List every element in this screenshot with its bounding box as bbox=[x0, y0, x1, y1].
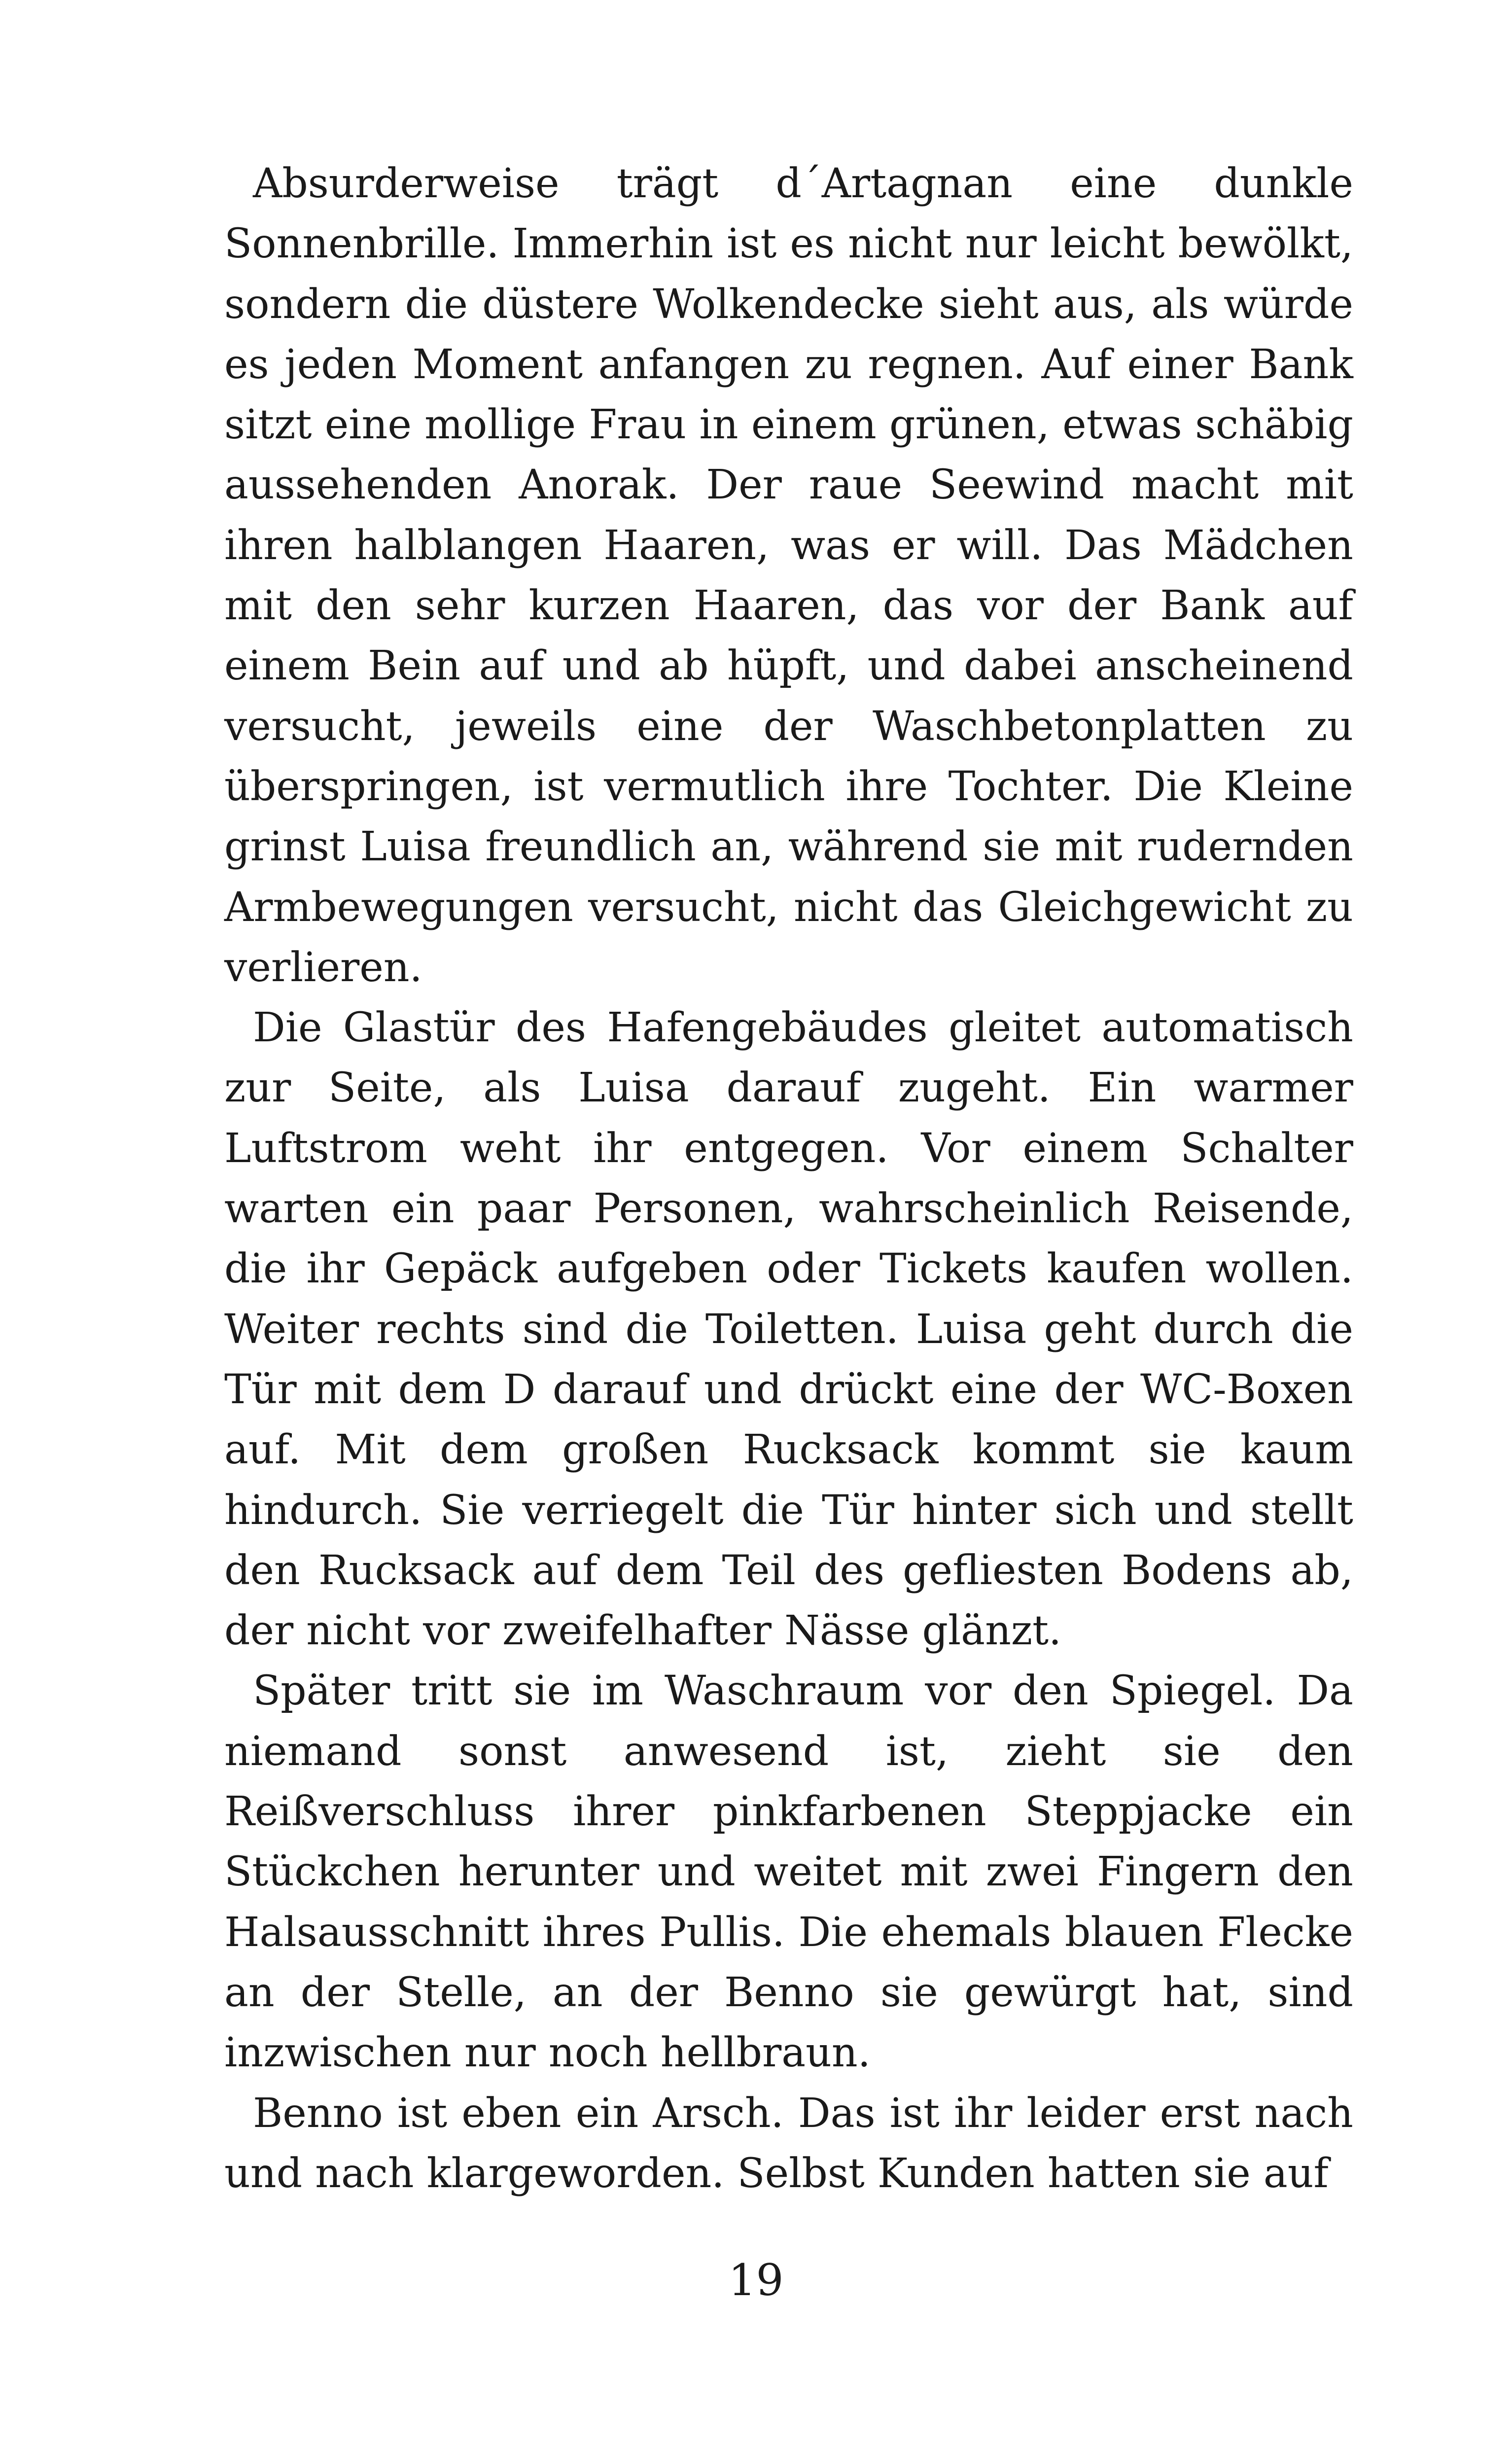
paragraph-4: Benno ist eben ein Arsch. Das ist ihr leider erst nach und nach klargeworden. Selbst Kunden hatten sie auf bbox=[224, 2090, 1353, 2197]
paragraph-1: Absurderweise trägt d´Artagnan eine dunkle Sonnenbrille. Immerhin ist es nicht nur leicht bewölkt, sondern die düstere Wolkendecke sieht aus, als würde es jeden Moment anfangen zu regnen. Auf einer Bank sitzt eine mollige Frau in einem grünen, etwas schäbig aussehenden Anorak. Der raue Seewind macht mit ihren halblangen Haaren, was er will. Das Mädchen mit den sehr kurzen Haaren, das vor der Bank auf einem Bein auf und ab hüpft, und dabei anscheinend versucht, jeweils eine der Waschbetonplatten zu überspringen, ist vermutlich ihre Tochter. Die Kleine grinst Luisa freundlich an, während sie mit rudernden Armbewegungen versucht, nicht das Gleichgewicht zu verlieren. bbox=[224, 160, 1353, 991]
paragraph-2: Die Glastür des Hafengebäudes gleitet automatisch zur Seite, als Luisa darauf zugeht. Ein warmer Luftstrom weht ihr entgegen. Vor einem Schalter warten ein paar Personen, wahrscheinlich Reisende, die ihr Gepäck aufgeben oder Tickets kaufen wollen. Weiter rechts sind die Toiletten. Luisa geht durch die Tür mit dem D darauf und drückt eine der WC-Boxen auf. Mit dem großen Rucksack kommt sie kaum hindurch. Sie verriegelt die Tür hinter sich und stellt den Rucksack auf dem Teil des gefliesten Bodens ab, der nicht vor zweifelhafter Nässe glänzt. bbox=[224, 1004, 1353, 1655]
body-text bbox=[224, 154, 1353, 2204]
page-number: 19 bbox=[728, 2255, 784, 2305]
paragraph-3: Später tritt sie im Waschraum vor den Spiegel. Da niemand sonst anwesend ist, zieht sie den Reißverschluss ihrer pinkfarbenen Steppjacke ein Stückchen herunter und weitet mit zwei Fingern den Halsausschnitt ihres Pullis. Die ehemals blauen Flecke an der Stelle, an der Benno sie gewürgt hat, sind inzwischen nur noch hellbraun. bbox=[224, 1667, 1353, 2077]
